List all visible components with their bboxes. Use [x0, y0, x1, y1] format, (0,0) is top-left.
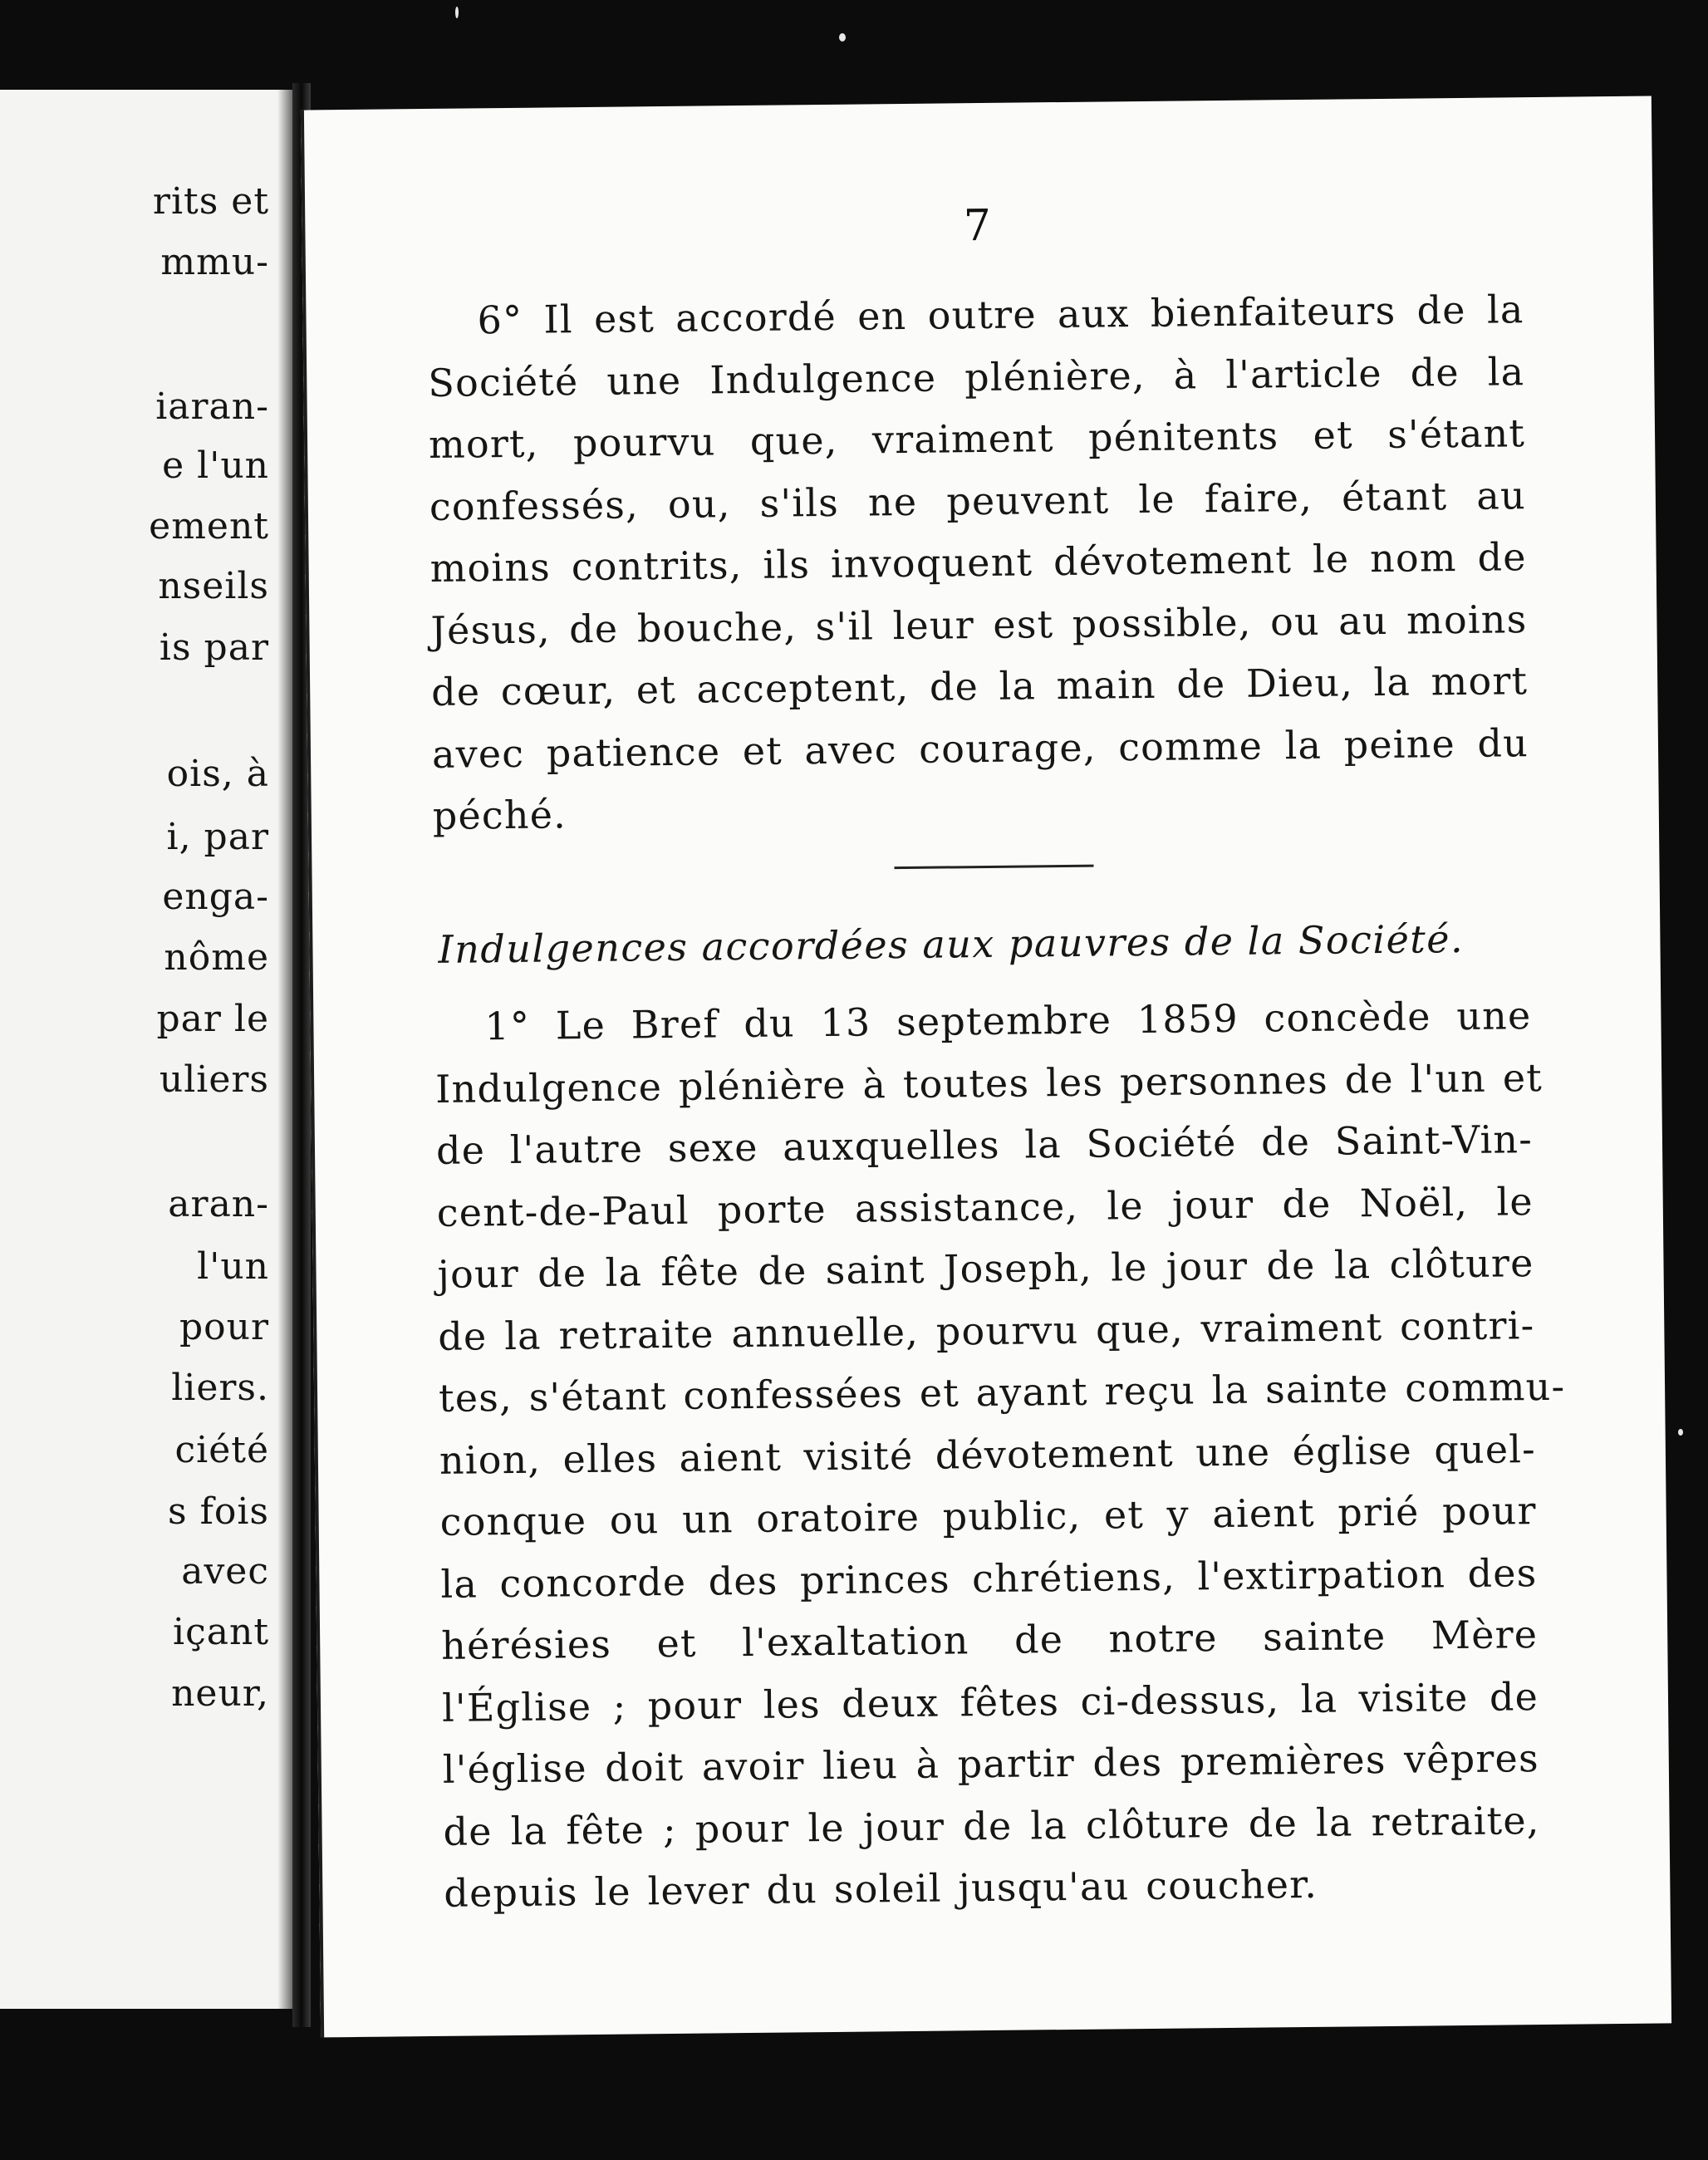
left-page-line: pour [179, 1306, 269, 1348]
section-heading: Indulgences accordées aux pauvres de la Société. [438, 916, 1465, 972]
text-line: l'église doit avoir lieu à partir des premières vêpres [442, 1735, 1540, 1792]
text-line: Jésus, de bouche, s'il leur est possible, ou au moins [430, 596, 1528, 653]
left-page-line: ement [149, 505, 269, 547]
paragraph-bienfaiteurs [427, 278, 1529, 847]
scan-speck [455, 7, 459, 18]
page-number: 7 [963, 200, 992, 252]
paragraph-pauvres [434, 984, 1566, 1924]
left-page-line: l'un [197, 1245, 269, 1288]
left-page-line: rits et [152, 180, 269, 223]
left-page-line: ois, à [166, 753, 269, 795]
left-page-line: enga- [162, 876, 269, 918]
right-page [301, 96, 1671, 2038]
text-line: tes, s'étant confessées et ayant reçu la sainte commu- [438, 1363, 1566, 1421]
text-line: l'Église ; pour les deux fêtes ci-dessus, la visite de [441, 1673, 1539, 1730]
left-page-line: mmu- [160, 241, 269, 283]
left-page-line: nseils [158, 565, 269, 607]
left-page-line: nôme [164, 936, 269, 979]
text-line: cent-de-Paul porte assistance, le jour de Noël, le [436, 1178, 1534, 1235]
left-page-line: ciété [174, 1429, 269, 1471]
left-page-line: liers. [171, 1367, 269, 1409]
text-line: mort, pourvu que, vraiment pénitents et s'étant [428, 410, 1526, 467]
left-page-line: i, par [166, 816, 269, 858]
text-line: conque ou un oratoire public, et y aient prié pour [439, 1488, 1537, 1544]
text-line: confessés, ou, s'ils ne peuvent le faire, étant au [429, 472, 1527, 529]
left-page-line: s fois [168, 1490, 269, 1533]
left-page-line: e l'un [162, 444, 269, 487]
text-line: la concorde des princes chrétiens, l'extirpation des [440, 1549, 1538, 1607]
section-divider [894, 865, 1093, 870]
scan-speck [839, 33, 846, 42]
left-page-line: aran- [168, 1183, 269, 1225]
text-line: hérésies et l'exaltation de notre sainte Mère [440, 1612, 1539, 1668]
left-page-line: avec [181, 1550, 269, 1593]
text-line: de l'autre sexe auxquelles la Société de Saint-Vin- [435, 1117, 1534, 1173]
left-page-line: neur, [171, 1672, 269, 1715]
text-line: péché. [432, 792, 567, 838]
text-line: Indulgence plénière à toutes les personnes de l'un et [434, 1054, 1544, 1112]
text-line: de la fête ; pour le jour de la clôture de la retraite, [443, 1797, 1540, 1854]
text-line: nion, elles aient visité dévotement une église quel- [439, 1426, 1537, 1483]
text-line: Société une Indulgence plénière, à l'article de la [428, 348, 1525, 405]
text-line: moins contrits, ils invoquent dévotement le nom de [429, 534, 1527, 591]
left-page-line: uliers [159, 1058, 269, 1101]
text-line: jour de la fête de saint Joseph, le jour de la clôture [437, 1240, 1534, 1297]
left-page-line: par le [156, 998, 269, 1040]
text-line: depuis le lever du soleil jusqu'au coucher. [444, 1861, 1318, 1916]
text-line: de la retraite annuelle, pourvu que, vraiment contri- [438, 1302, 1535, 1359]
left-page-fragment [0, 90, 292, 2009]
scan-speck [1678, 1429, 1683, 1436]
text-line: 6° Il est accordé en outre aux bienfaiteurs de la [477, 287, 1524, 343]
text-line: avec patience et avec courage, comme la peine du [431, 719, 1529, 777]
left-page-line: içant [173, 1611, 269, 1653]
left-page-line: iaran- [155, 385, 269, 428]
text-line: de cœur, et acceptent, de la main de Dieu, la mort [430, 658, 1529, 714]
left-page-line: is par [159, 626, 269, 669]
text-line: 1° Le Bref du 13 septembre 1859 concède une [484, 993, 1532, 1049]
